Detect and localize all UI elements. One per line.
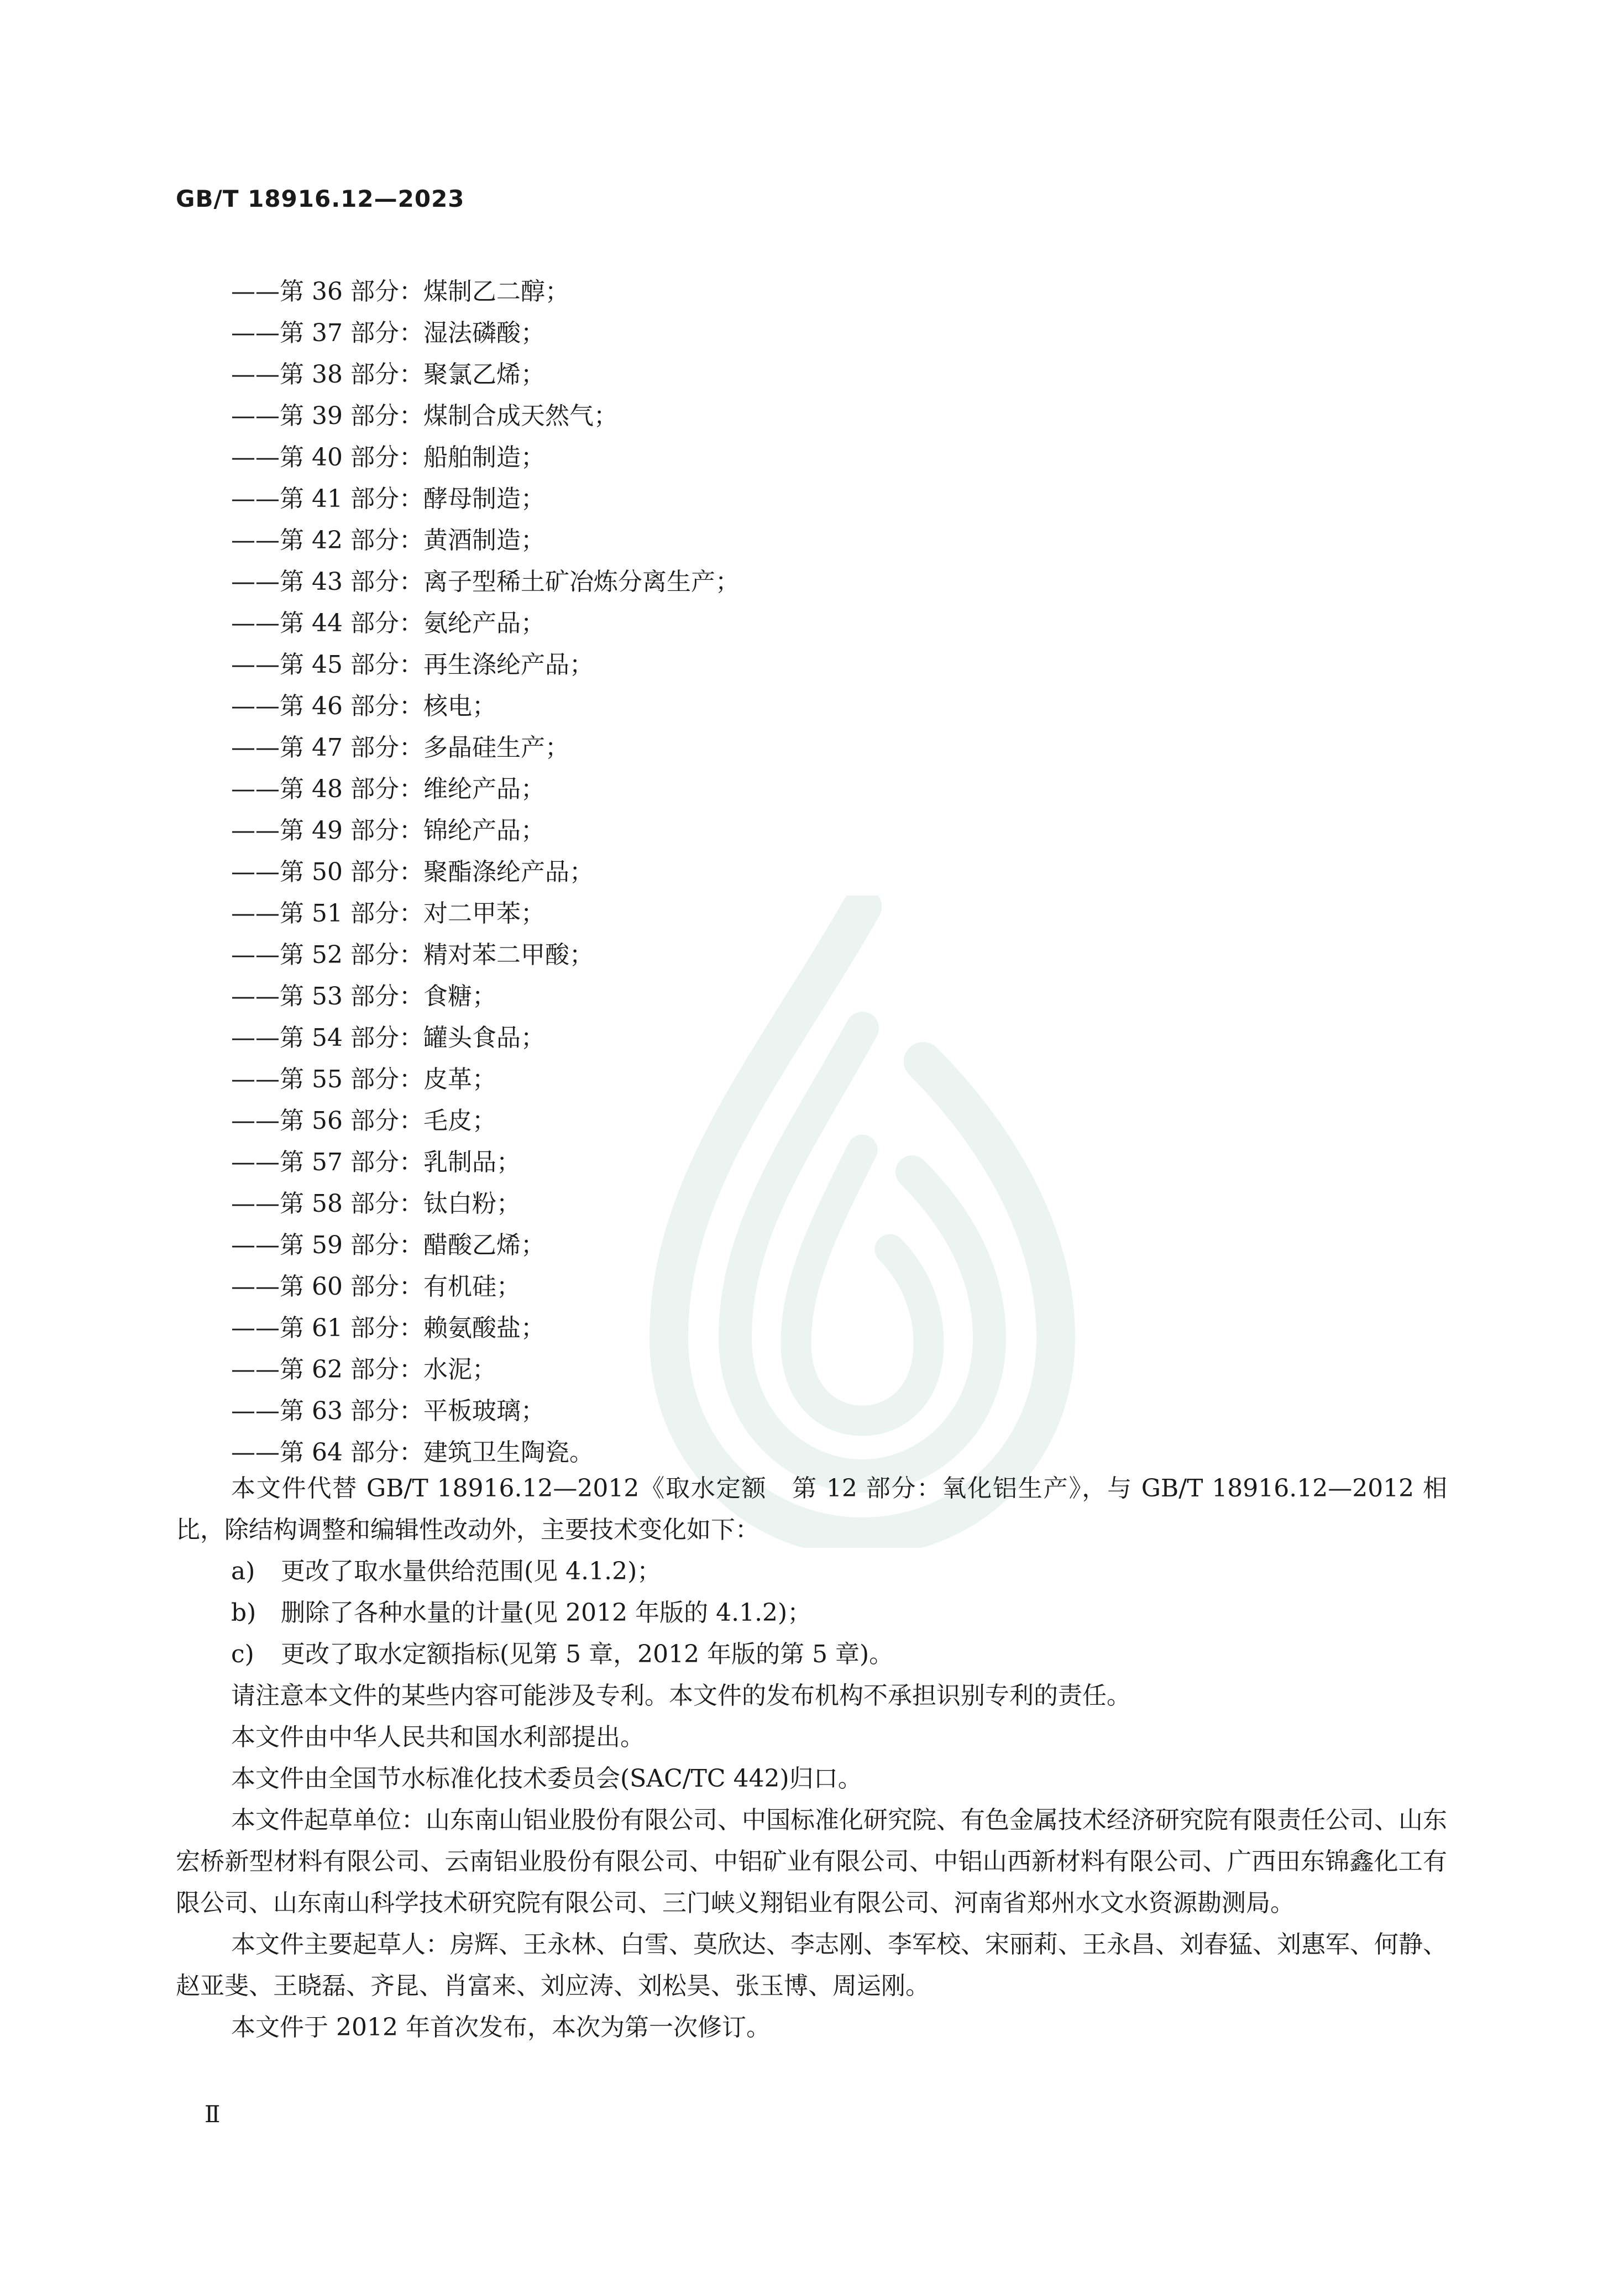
parts-list-item: ——第 49 部分：锦纶产品； — [231, 816, 545, 845]
change-item-marker: c) — [231, 1640, 254, 1668]
parts-list-item: ——第 59 部分：醋酸乙烯； — [231, 1231, 545, 1259]
parts-list-item: ——第 42 部分：黄酒制造； — [231, 526, 545, 554]
change-item-text: 更改了取水量供给范围(见 4.1.2)； — [281, 1557, 662, 1585]
parts-list-item: ——第 44 部分：氨纶产品； — [231, 609, 545, 637]
parts-list — [231, 271, 740, 1473]
parts-list-item: ——第 45 部分：再生涤纶产品； — [231, 651, 594, 679]
parts-list-item: ——第 50 部分：聚酯涤纶产品； — [231, 858, 594, 886]
change-item-marker: a) — [231, 1557, 255, 1585]
parts-list-item: ——第 36 部分：煤制乙二醇； — [231, 278, 569, 306]
parts-list-item: ——第 48 部分：维纶产品； — [231, 775, 545, 803]
parts-list-item: ——第 47 部分：多晶硅生产； — [231, 734, 569, 762]
parts-list-item: ——第 40 部分：船舶制造； — [231, 443, 545, 472]
proposer-paragraph: 本文件由中华人民共和国水利部提出。 — [231, 1723, 645, 1751]
parts-list-item: ——第 38 部分：聚氯乙烯； — [231, 360, 545, 389]
parts-list-item: ——第 56 部分：毛皮； — [231, 1107, 496, 1135]
drafting-units-paragraph: 本文件起草单位：山东南山铝业股份有限公司、中国标准化研究院、有色金属技术经济研究院有限责任公司、山东宏桥新型材料有限公司、云南铝业股份有限公司、中铝矿业有限公司、中铝山西新材料有限公司、广西田东锦鑫化工有限公司、山东南山科学技术研究院有限公司、三门峡义翔铝业有限公司、河南省郑州水文水资源勘测局。 — [176, 1806, 1447, 1917]
parts-list-item: ——第 57 部分：乳制品； — [231, 1148, 521, 1176]
parts-list-item: ——第 55 部分：皮革； — [231, 1065, 496, 1093]
change-item — [176, 1592, 1447, 1634]
parts-list-item: ——第 52 部分：精对苯二甲酸； — [231, 941, 594, 969]
page-number: Ⅱ — [205, 2101, 221, 2128]
parts-list-item: ——第 63 部分：平板玻璃； — [231, 1397, 545, 1425]
history-paragraph: 本文件于 2012 年首次发布，本次为第一次修订。 — [231, 2013, 771, 2041]
parts-list-item: ——第 41 部分：酵母制造； — [231, 485, 545, 513]
replacement-paragraph: 本文件代替 GB/T 18916.12—2012《取水定额 第 12 部分：氧化铝生产》，与 GB/T 18916.12—2012 相比，除结构调整和编辑性改动外，主要技术变化如下： — [176, 1474, 1447, 1544]
parts-list-item: ——第 53 部分：食糖； — [231, 982, 496, 1011]
parts-list-item: ——第 43 部分：离子型稀土矿冶炼分离生产； — [231, 568, 740, 596]
parts-list-item: ——第 62 部分：水泥； — [231, 1355, 496, 1384]
parts-list-item: ——第 60 部分：有机硅； — [231, 1273, 521, 1301]
parts-list-item: ——第 39 部分：煤制合成天然气； — [231, 402, 618, 430]
standard-number-header: GB/T 18916.12—2023 — [176, 185, 465, 212]
changes-list — [176, 1551, 1447, 1675]
parts-list-item: ——第 51 部分：对二甲苯； — [231, 899, 545, 928]
parts-list-item: ——第 54 部分：罐头食品； — [231, 1024, 545, 1052]
foreword-body — [176, 1468, 1447, 2048]
change-item — [176, 1634, 1447, 1675]
patent-paragraph: 请注意本文件的某些内容可能涉及专利。本文件的发布机构不承担识别专利的责任。 — [231, 1682, 1131, 1710]
change-item-text: 更改了取水定额指标(见第 5 章，2012 年版的第 5 章)。 — [281, 1640, 894, 1668]
change-item — [176, 1551, 1447, 1592]
drafters-paragraph: 本文件主要起草人：房辉、王永林、白雪、莫欣达、李志刚、李军校、宋丽莉、王永昌、刘春猛、刘惠军、何静、赵亚斐、王晓磊、齐昆、肖富来、刘应涛、刘松昊、张玉博、周运刚。 — [176, 1930, 1447, 2000]
parts-list-item: ——第 61 部分：赖氨酸盐； — [231, 1314, 545, 1342]
technical-committee-paragraph: 本文件由全国节水标准化技术委员会(SAC/TC 442)归口。 — [231, 1765, 862, 1793]
parts-list-item: ——第 37 部分：湿法磷酸； — [231, 319, 545, 347]
parts-list-item: ——第 64 部分：建筑卫生陶瓷。 — [231, 1438, 594, 1467]
parts-list-item: ——第 58 部分：钛白粉； — [231, 1190, 521, 1218]
parts-list-item: ——第 46 部分：核电； — [231, 692, 496, 720]
change-item-text: 删除了各种水量的计量(见 2012 年版的 4.1.2)； — [281, 1599, 812, 1627]
change-item-marker: b) — [231, 1599, 256, 1627]
